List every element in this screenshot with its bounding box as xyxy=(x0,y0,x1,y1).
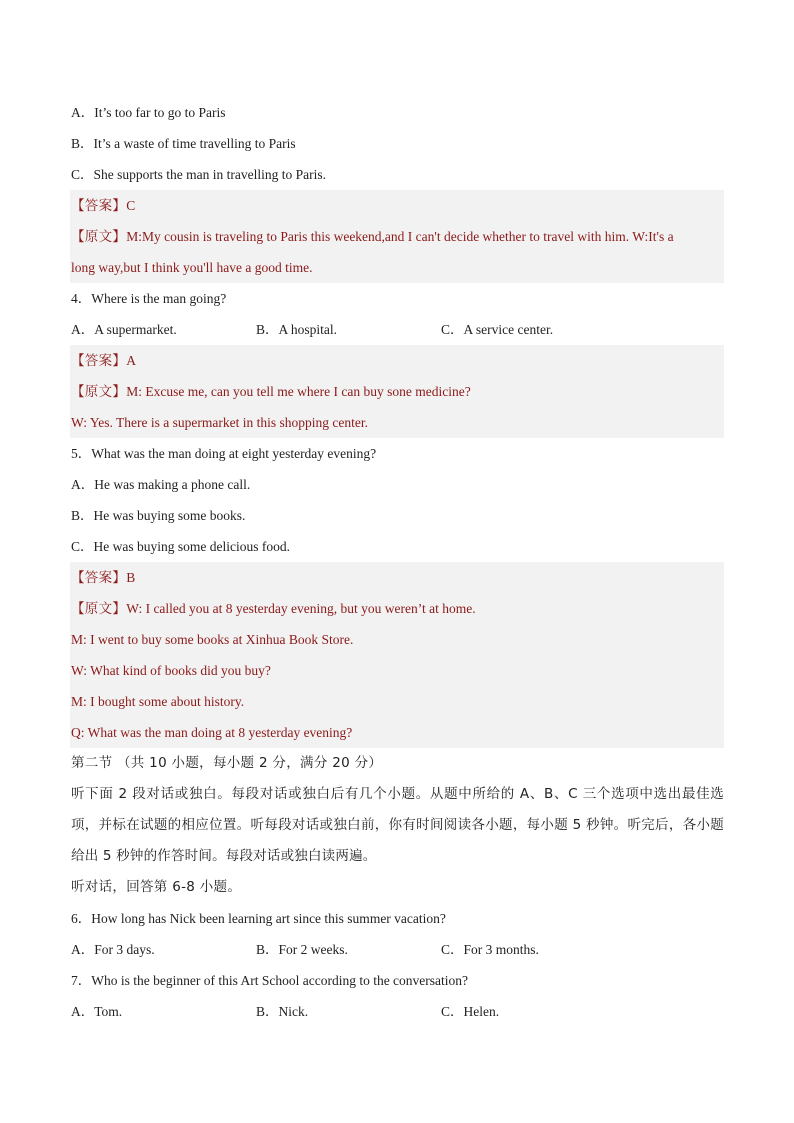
q5-script-line-5: Q: What was the man doing at 8 yesterday evening? xyxy=(71,725,353,740)
answer-tag: 【答案】 xyxy=(71,198,127,214)
q3-answer-block xyxy=(70,190,724,283)
q7-question: 7．Who is the beginner of this Art School according to the conversation? xyxy=(71,973,469,988)
q7-option-a: A．Tom. xyxy=(71,1004,123,1019)
q4-option-a: A．A supermarket. xyxy=(71,322,177,337)
q4-script-line-2: W: Yes. There is a supermarket in this shopping center. xyxy=(71,415,368,430)
q6-question: 6．How long has Nick been learning art since this summer vacation? xyxy=(71,911,446,926)
q3-option-b: B．It’s a waste of time travelling to Paris xyxy=(71,136,296,151)
q5-question: 5．What was the man doing at eight yesterday evening? xyxy=(71,446,377,461)
q6-option-c: C．For 3 months. xyxy=(441,942,539,957)
q4-option-c: C．A service center. xyxy=(441,322,554,337)
q5-option-a: A．He was making a phone call. xyxy=(71,477,251,492)
answer-tag: 【答案】 xyxy=(71,353,127,369)
q5-script-line-3: W: What kind of books did you buy? xyxy=(71,663,271,678)
q5-script-line-2: M: I went to buy some books at Xinhua Book Store. xyxy=(71,632,354,647)
q3-script-line-1 xyxy=(71,221,724,252)
script-tag: 【原文】 xyxy=(71,229,127,245)
dialog-intro: 听对话，回答第 6-8 小题。 xyxy=(71,879,242,895)
q3-option-c: C．She supports the man in travelling to Paris. xyxy=(71,167,326,182)
q4-question: 4．Where is the man going? xyxy=(71,291,227,306)
exam-page xyxy=(71,97,724,1027)
q5-script-line-1 xyxy=(71,593,724,624)
q5-option-c: C．He was buying some delicious food. xyxy=(71,539,290,554)
section-instructions: 听下面 2 段对话或独白。每段对话或独白后有几个小题。从题中所给的 A、B、C 三个选项中选出最佳选项，并标在试题的相应位置。听每段对话或独白前，你有时间阅读各小题，每小题 5 秒钟。听完后，各小题给出 5 秒钟的作答时间。每段对话或独白读两遍。 xyxy=(71,786,724,864)
script-text: W: I called you at 8 yesterday evening, but you weren’t at home. xyxy=(126,601,476,616)
q6-option-b: B．For 2 weeks. xyxy=(256,942,348,957)
q3-option-a: A．It’s too far to go to Paris xyxy=(71,105,226,120)
answer-value: B xyxy=(126,570,136,585)
q4-answer-line xyxy=(71,345,724,376)
q5-option-b: B．He was buying some books. xyxy=(71,508,246,523)
script-tag: 【原文】 xyxy=(71,601,127,617)
q4-script-line-1 xyxy=(71,376,724,407)
q7-option-b: B．Nick. xyxy=(256,1004,309,1019)
q5-answer-block xyxy=(70,562,724,748)
q4-answer-block xyxy=(70,345,724,438)
q6-options xyxy=(71,934,724,965)
script-text: M:My cousin is traveling to Paris this weekend,and I can't decide whether to travel with him. W:It's a xyxy=(126,229,674,244)
answer-tag: 【答案】 xyxy=(71,570,127,586)
q7-option-c: C．Helen. xyxy=(441,1004,500,1019)
script-text: M: Excuse me, can you tell me where I can buy sone medicine? xyxy=(126,384,471,399)
q4-options xyxy=(71,314,724,345)
q7-options xyxy=(71,996,724,1027)
script-tag: 【原文】 xyxy=(71,384,127,400)
q3-script-line-2: long way,but I think you'll have a good time. xyxy=(71,260,313,275)
answer-value: C xyxy=(126,198,136,213)
q4-option-b: B．A hospital. xyxy=(256,322,338,337)
q5-script-line-4: M: I bought some about history. xyxy=(71,694,245,709)
answer-value: A xyxy=(126,353,136,368)
q3-answer-line xyxy=(71,190,724,221)
q6-option-a: A．For 3 days. xyxy=(71,942,155,957)
section-heading: 第二节 （共 10 小题，每小题 2 分，满分 20 分） xyxy=(71,755,383,771)
q5-answer-line xyxy=(71,562,724,593)
